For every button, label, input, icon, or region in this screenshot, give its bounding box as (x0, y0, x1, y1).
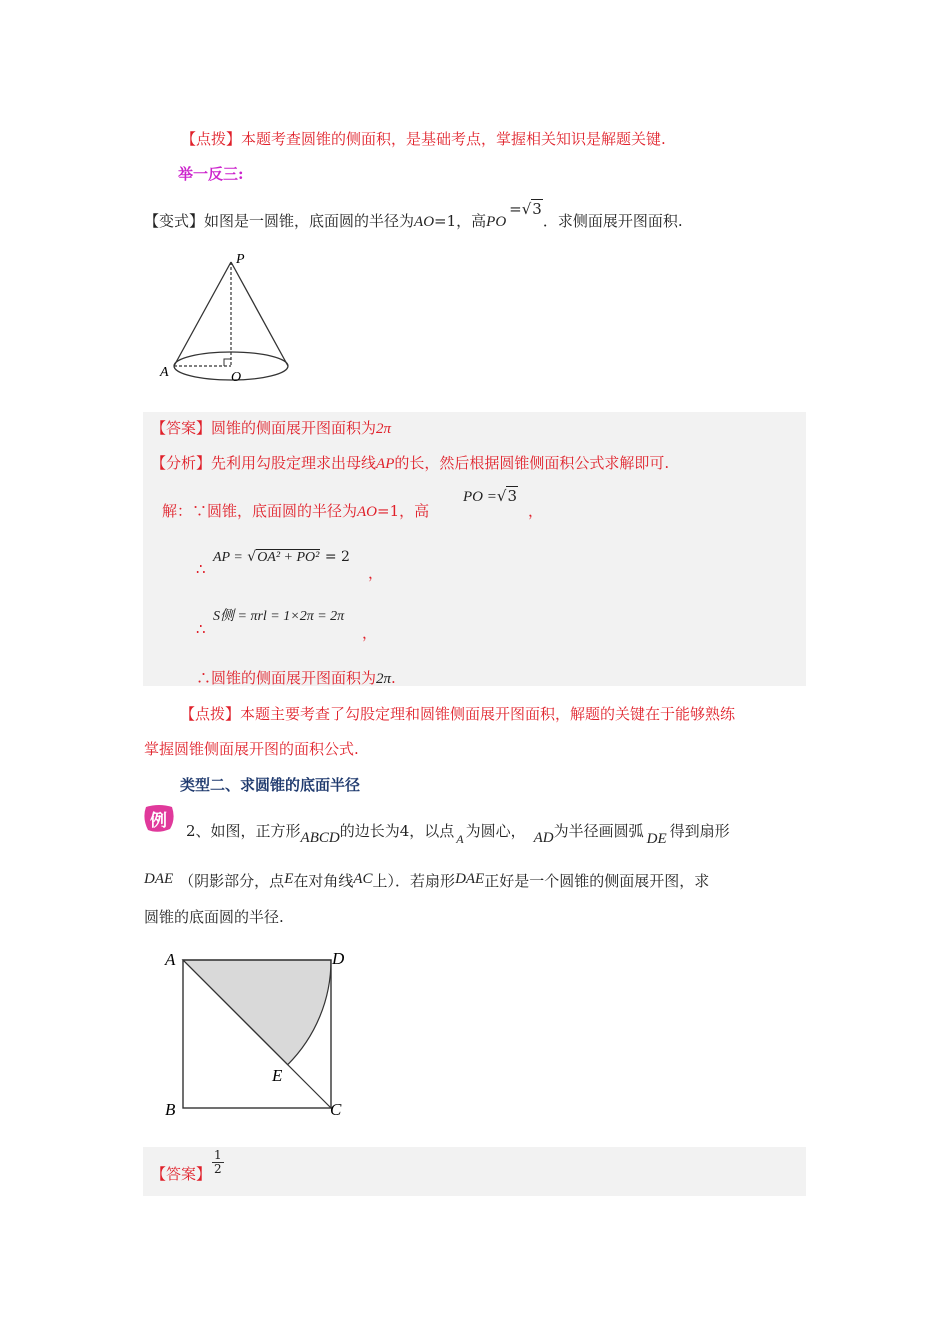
ex-e: E (284, 871, 294, 887)
sol-po: PO = (463, 489, 497, 505)
answer-1 (151, 417, 391, 438)
ex-a: A (456, 832, 464, 846)
analysis-text-a: 先利用勾股定理求出母线 (211, 454, 377, 472)
badge-text: 例 (150, 811, 167, 831)
ex-l2-d: 正好是一个圆锥的侧面展开图，求 (484, 872, 710, 890)
shaded-sector (183, 960, 331, 1065)
variant-text-b: =1，高 (434, 212, 487, 230)
var-rad: 3 (532, 200, 542, 218)
practice-heading: 举一反三: (178, 165, 244, 183)
sq-label-c: C (330, 1100, 342, 1119)
label-a: A (160, 365, 169, 380)
variant-text-a: 如图是一圆锥，底面圆的半径为 (204, 212, 415, 230)
example-line-1 (186, 820, 730, 847)
sol-lead-b: =1，高 (377, 502, 430, 520)
analysis (151, 452, 669, 473)
sq-label-a: A (165, 950, 176, 969)
answer-block-2 (143, 1147, 806, 1196)
right-angle-mark (224, 359, 231, 366)
ex-l1-b: 的边长为4，以点 (339, 822, 455, 840)
ex-dae: DAE (144, 871, 174, 887)
answer2-fraction (212, 1149, 224, 1176)
var-eq: = (509, 200, 522, 218)
sol-ao: AO (357, 504, 378, 520)
example-line-3: 圆锥的底面圆的半径. (144, 908, 284, 926)
ex-dae2: DAE (455, 871, 485, 887)
sol-line-2: AP = √OA² + PO² = 2 (213, 549, 350, 565)
sol-po-expr: PO =√3 (463, 487, 517, 505)
line4-end: . (391, 669, 396, 687)
sol-line-3: S侧 = πrl = 1×2π = 2π (213, 609, 345, 624)
line2-rad: OA² + PO² (257, 550, 320, 565)
var-po: PO (486, 214, 507, 230)
therefore-1: ∴ (196, 560, 206, 578)
answer-value: 2π (376, 421, 392, 437)
tip-tag: 【点拨】 (181, 130, 242, 148)
line2-end: ， (368, 564, 384, 582)
tip-1 (181, 128, 666, 149)
sol-rad: 3 (507, 487, 517, 505)
ex-l1-e: 得到扇形 (669, 822, 730, 840)
var-po-value: =√3 (509, 200, 542, 218)
ex-l1-a: 2、如图，正方形 (186, 822, 301, 840)
ex-l1-d: 为半径画圆弧 (553, 822, 644, 840)
line3-end: ， (362, 624, 378, 642)
cone-figure (155, 248, 300, 388)
variant-problem (144, 200, 683, 231)
ex-de: DE (646, 831, 667, 847)
answer-2 (151, 1163, 211, 1184)
answer-tag: 【答案】 (151, 419, 212, 437)
tip-2-line-2: 掌握圆锥侧面展开图的面积公式. (144, 740, 359, 758)
ex-l2-a: （阴影部分，点 (179, 872, 285, 890)
ex-l2-c: 上）．若扇形 (372, 872, 456, 890)
sol-line-4 (196, 667, 396, 688)
sq-label-e: E (272, 1066, 283, 1085)
line4-text: ∴圆锥的侧面展开图面积为 (196, 669, 377, 687)
therefore-2: ∴ (196, 620, 206, 638)
variant-text-c: ．求侧面展开图面积. (542, 212, 683, 230)
line2-rhs: = 2 (324, 549, 350, 565)
analysis-ap: AP (376, 456, 395, 472)
answer2-tag: 【答案】 (151, 1165, 212, 1183)
sol-comma: ， (528, 502, 544, 520)
sq-label-d: D (332, 949, 345, 968)
ex-abcd: ABCD (300, 830, 340, 846)
sol-lead: 解：∵圆锥，底面圆的半径为 (162, 502, 358, 520)
frac-den: 2 (214, 1162, 222, 1176)
answer-text: 圆锥的侧面展开图面积为 (211, 419, 377, 437)
frac-num: 1 (214, 1148, 222, 1162)
tip2-line1: 本题主要考查了勾股定理和圆锥侧面展开图面积，解题的关键在于能够熟练 (240, 705, 736, 723)
sq-label-b: B (165, 1100, 176, 1119)
example-badge (142, 804, 176, 834)
tip2-tag: 【点拨】 (180, 705, 241, 723)
line4-value: 2π (376, 671, 392, 687)
analysis-tag: 【分析】 (151, 454, 212, 472)
ex-ac: AC (353, 871, 373, 887)
solution-line-1 (162, 500, 429, 521)
tip-2-line-1 (180, 703, 735, 724)
tip-text: 本题考查圆锥的侧面积，是基础考点，掌握相关知识是解题关键. (241, 130, 666, 148)
type2-heading: 类型二、求圆锥的底面半径 (180, 776, 361, 794)
line2-lhs: AP = (213, 550, 243, 565)
ex-l1-c: 为圆心， (465, 822, 526, 840)
analysis-text-b: 的长，然后根据圆锥侧面积公式求解即可. (394, 454, 670, 472)
variant-tag: 【变式】 (144, 212, 205, 230)
var-ao: AO (414, 214, 435, 230)
cone-right-edge (231, 262, 288, 366)
cone-left-edge (174, 262, 231, 366)
example-line-2 (144, 870, 709, 891)
label-p: P (236, 252, 245, 267)
ex-l2-b: 在对角线 (293, 872, 354, 890)
ex-ad: AD (533, 830, 554, 846)
label-o: O (231, 370, 242, 385)
square-figure (155, 940, 355, 1125)
